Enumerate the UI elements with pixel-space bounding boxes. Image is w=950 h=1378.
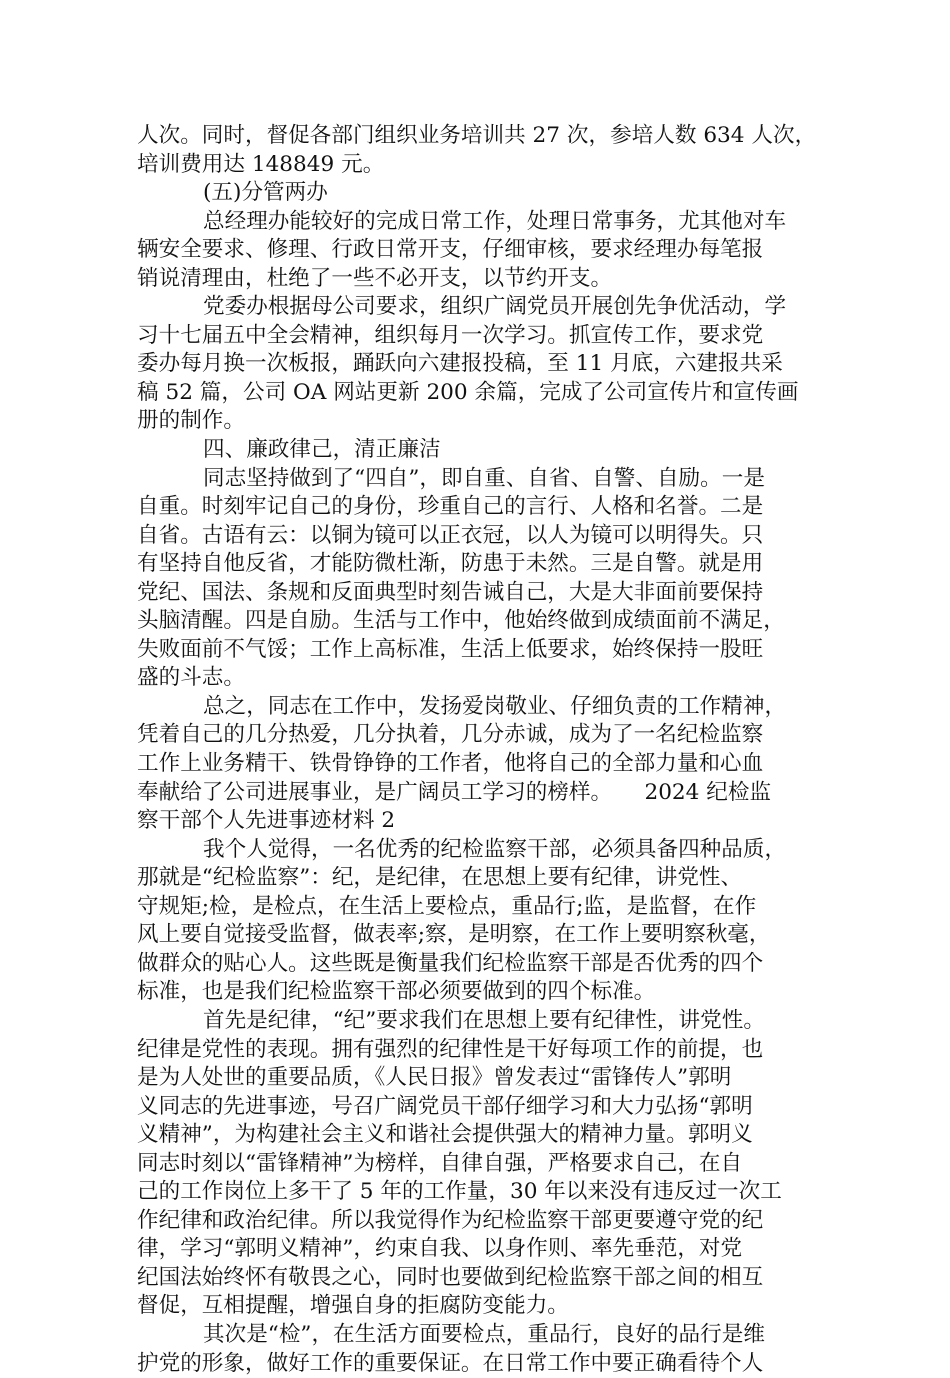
text-line: 察干部个人先进事迹材料 2	[137, 808, 396, 834]
text-line: 护党的形象，做好工作的重要保证。在日常工作中要正确看待个人	[137, 1350, 764, 1376]
text-line: 纪律是党性的表现。拥有强烈的纪律性是干好每项工作的前提，也	[137, 1036, 764, 1062]
text-line: 其次是“检”，在生活方面要检点，重品行，良好的品行是维	[203, 1321, 765, 1347]
text-line: 头脑清醒。四是自励。生活与工作中，他始终做到成绩面前不满足，	[137, 608, 785, 634]
text-line: 同志坚持做到了“四自”，即自重、自省、自警、自励。一是	[203, 465, 765, 491]
text-line: 稿 52 篇，公司 OA 网站更新 200 余篇，完成了公司宣传片和宣传画	[137, 379, 799, 405]
text-line: 总之，同志在工作中，发扬爱岗敬业、仔细负责的工作精神，	[203, 693, 787, 719]
text-line: 盛的斗志。	[137, 665, 245, 691]
text-line: 委办每月换一次板报，踊跃向六建报投稿，至 11 月底，六建报共采	[137, 351, 783, 377]
text-line: 工作上业务精干、铁骨铮铮的工作者，他将自己的全部力量和心血	[137, 751, 764, 777]
text-line: 习十七届五中全会精神，组织每月一次学习。抓宣传工作，要求党	[137, 322, 764, 348]
text-line: 做群众的贴心人。这些既是衡量我们纪检监察干部是否优秀的四个	[137, 950, 764, 976]
text-line: 督促，互相提醒，增强自身的拒腐防变能力。	[137, 1293, 569, 1319]
text-line: (五)分管两办	[203, 180, 328, 206]
text-line: 四、廉政律己，清正廉洁	[203, 437, 441, 463]
text-line: 义同志的先进事迹，号召广阔党员干部仔细学习和大力弘扬“郭明	[137, 1093, 753, 1119]
text-line: 那就是“纪检监察”：纪，是纪律，在思想上要有纪律，讲党性、	[137, 865, 743, 891]
text-line: 风上要自觉接受监督，做表率;察，是明察，在工作上要明察秋毫，	[137, 922, 771, 948]
text-line: 是为人处世的重要品质，《人民日报》曾发表过“雷锋传人”郭明	[137, 1065, 732, 1091]
text-line: 党纪、国法、条规和反面典型时刻告诫自己，大是大非面前要保持	[137, 579, 764, 605]
text-line: 同志时刻以“雷锋精神”为榜样，自律自强，严格要求自己，在自	[137, 1150, 743, 1176]
body-text	[137, 122, 827, 1378]
text-line: 自重。时刻牢记自己的身份，珍重自己的言行、人格和名誉。二是	[137, 494, 764, 520]
text-line: 培训费用达 148849 元。	[137, 151, 385, 177]
text-line: 册的制作。	[137, 408, 245, 434]
text-line: 纪国法始终怀有敬畏之心，同时也要做到纪检监察干部之间的相互	[137, 1264, 764, 1290]
text-line: 己的工作岗位上多干了 5 年的工作量，30 年以来没有违反过一次工	[137, 1179, 782, 1205]
text-line: 律，学习“郭明义精神”，约束自我、以身作则、率先垂范，对党	[137, 1236, 743, 1262]
text-line: 辆安全要求、修理、行政日常开支，仔细审核，要求经理办每笔报	[137, 237, 764, 263]
text-line: 自省。古语有云：以铜为镜可以正衣冠，以人为镜可以明得失。只	[137, 522, 764, 548]
text-line: 凭着自己的几分热爱，几分执着，几分赤诚，成为了一名纪检监察	[137, 722, 764, 748]
text-line: 失败面前不气馁；工作上高标准，生活上低要求，始终保持一股旺	[137, 636, 764, 662]
text-line: 首先是纪律，“纪”要求我们在思想上要有纪律性，讲党性。	[203, 1007, 765, 1033]
text-line: 奉献给了公司进展事业，是广阔员工学习的榜样。 2024 纪检监	[137, 779, 772, 805]
text-line: 义精神”，为构建社会主义和谐社会提供强大的精神力量。郭明义	[137, 1122, 753, 1148]
text-line: 人次。同时，督促各部门组织业务培训共 27 次，参培人数 634 人次，	[137, 123, 817, 148]
text-line: 我个人觉得，一名优秀的纪检监察干部，必须具备四种品质，	[203, 836, 787, 862]
text-line: 党委办根据母公司要求，组织广阔党员开展创先争优活动，学	[203, 294, 787, 320]
text-line: 标准，也是我们纪检监察干部必须要做到的四个标准。	[137, 979, 656, 1005]
text-line: 有坚持自他反省，才能防微杜渐，防患于未然。三是自警。就是用	[137, 551, 764, 577]
text-line: 作纪律和政治纪律。所以我觉得作为纪检监察干部更要遵守党的纪	[137, 1207, 764, 1233]
text-line: 总经理办能较好的完成日常工作，处理日常事务，尤其他对车	[203, 208, 787, 234]
text-line: 销说清理由，杜绝了一些不必开支，以节约开支。	[137, 265, 613, 291]
text-line: 守规矩;检，是检点，在生活上要检点，重品行;监，是监督，在作	[137, 893, 757, 919]
